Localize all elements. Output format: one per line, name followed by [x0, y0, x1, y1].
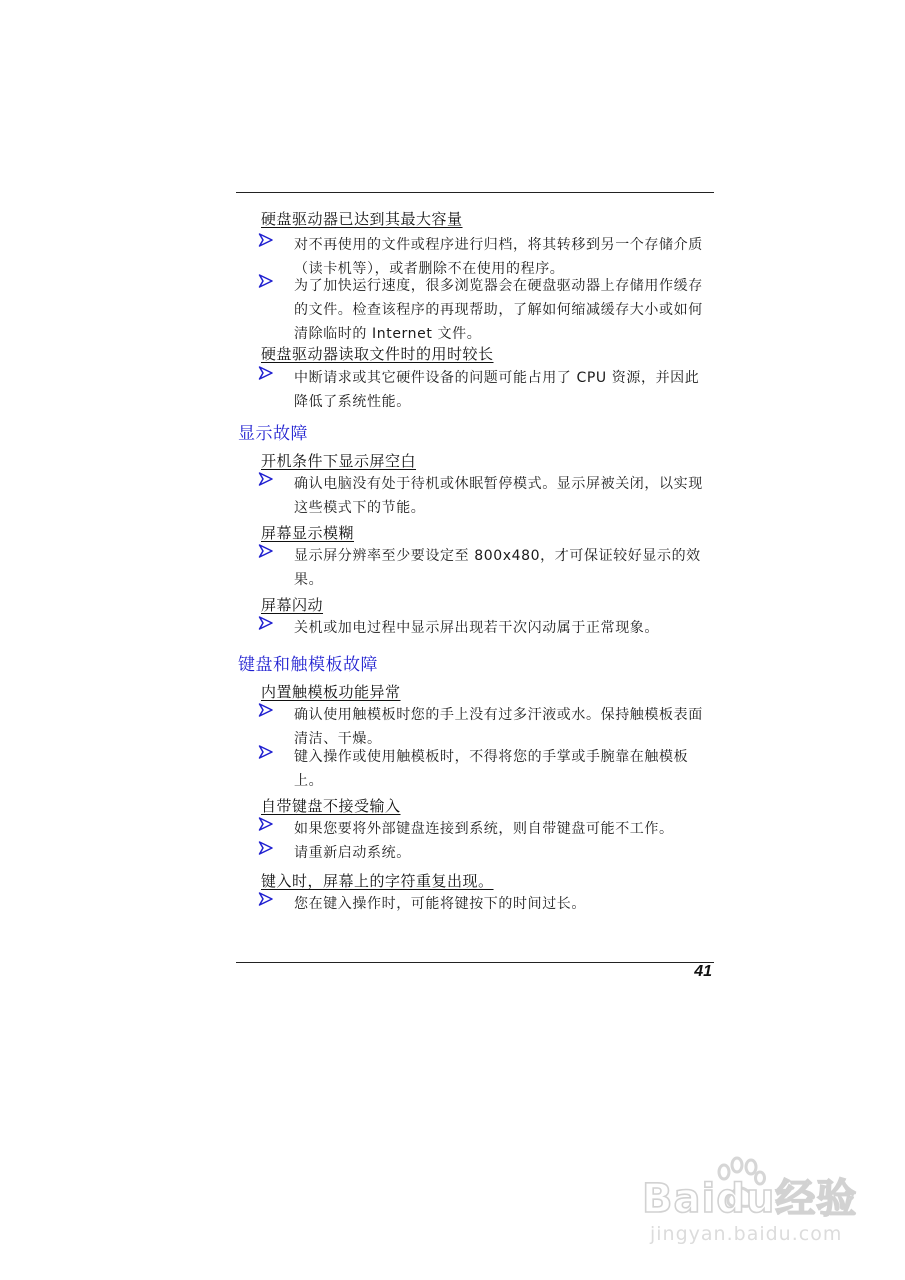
item-text: 键入操作或使用触模板时，不得将您的手掌或手腕靠在触模板上。 — [294, 749, 689, 789]
arrow-bullet-icon — [258, 702, 274, 718]
item-text: 确认电脑没有处于待机或休眠暂停模式。显示屏被关闭，以实现这些模式下的节能。 — [294, 476, 703, 516]
arrow-bullet-icon — [258, 543, 274, 559]
list-item — [258, 817, 708, 841]
arrow-bullet-icon — [258, 840, 274, 856]
arrow-bullet-icon — [258, 615, 274, 631]
subheading-touchpad: 内置触模板功能异常 — [261, 683, 401, 701]
item-text: 请重新启动系统。 — [294, 845, 411, 861]
list-item — [258, 472, 708, 520]
arrow-bullet-icon — [258, 365, 274, 381]
item-text: 关机或加电过程中显示屏出现若干次闪动属于正常现象。 — [294, 620, 659, 636]
arrow-bullet-icon — [258, 816, 274, 832]
baidu-paw-icon — [640, 1150, 870, 1220]
page-number: 41 — [694, 963, 712, 980]
list-item — [258, 703, 708, 751]
subheading-disk-full: 硬盘驱动器已达到其最大容量 — [261, 210, 463, 228]
arrow-bullet-icon — [258, 471, 274, 487]
subheading-blank-screen: 开机条件下显示屏空白 — [261, 452, 417, 470]
list-item — [258, 366, 708, 414]
list-item — [258, 616, 708, 640]
watermark-url: jingyan.baidu.com — [650, 1223, 843, 1245]
list-item — [258, 274, 708, 346]
subheading-repeat-chars: 键入时，屏幕上的字符重复出现。 — [261, 872, 494, 890]
arrow-bullet-icon — [258, 891, 274, 907]
list-item — [258, 892, 708, 916]
subheading-blurry: 屏幕显示模糊 — [261, 524, 355, 542]
item-text: 为了加快运行速度，很多浏览器会在硬盘驱动器上存储用作缓存的文件。检查该程序的再现帮助，了解如何缩减缓存大小或如何清除临时的 Internet 文件。 — [294, 278, 703, 342]
item-text: 您在键入操作时，可能将键按下的时间过长。 — [294, 896, 586, 912]
baidu-watermark — [640, 1140, 870, 1265]
subheading-disk-slow: 硬盘驱动器读取文件时的用时较长 — [261, 345, 494, 363]
category-display: 显示故障 — [238, 424, 308, 444]
arrow-bullet-icon — [258, 744, 274, 760]
footer-rule — [236, 962, 714, 963]
header-rule — [236, 192, 714, 193]
item-text: 确认使用触模板时您的手上没有过多汗液或水。保持触模板表面清洁、干燥。 — [294, 707, 703, 747]
item-text: 对不再使用的文件或程序进行归档，将其转移到另一个存储介质（读卡机等），或者删除不在使用的程序。 — [294, 237, 703, 277]
arrow-bullet-icon — [258, 232, 274, 248]
subheading-keyboard-input: 自带键盘不接受输入 — [261, 797, 401, 815]
list-item — [258, 544, 708, 592]
subheading-flicker: 屏幕闪动 — [261, 596, 324, 614]
arrow-bullet-icon — [258, 273, 274, 289]
item-text: 中断请求或其它硬件设备的问题可能占用了 CPU 资源，并因此降低了系统性能。 — [294, 370, 700, 410]
list-item — [258, 745, 708, 793]
list-item — [258, 841, 708, 865]
item-text: 显示屏分辨率至少要设定至 800x480，才可保证较好显示的效果。 — [294, 548, 701, 588]
watermark-logo-text: Baidu经验 — [642, 1176, 858, 1220]
category-keyboard: 键盘和触模板故障 — [238, 655, 378, 675]
item-text: 如果您要将外部键盘连接到系统，则自带键盘可能不工作。 — [294, 821, 674, 837]
